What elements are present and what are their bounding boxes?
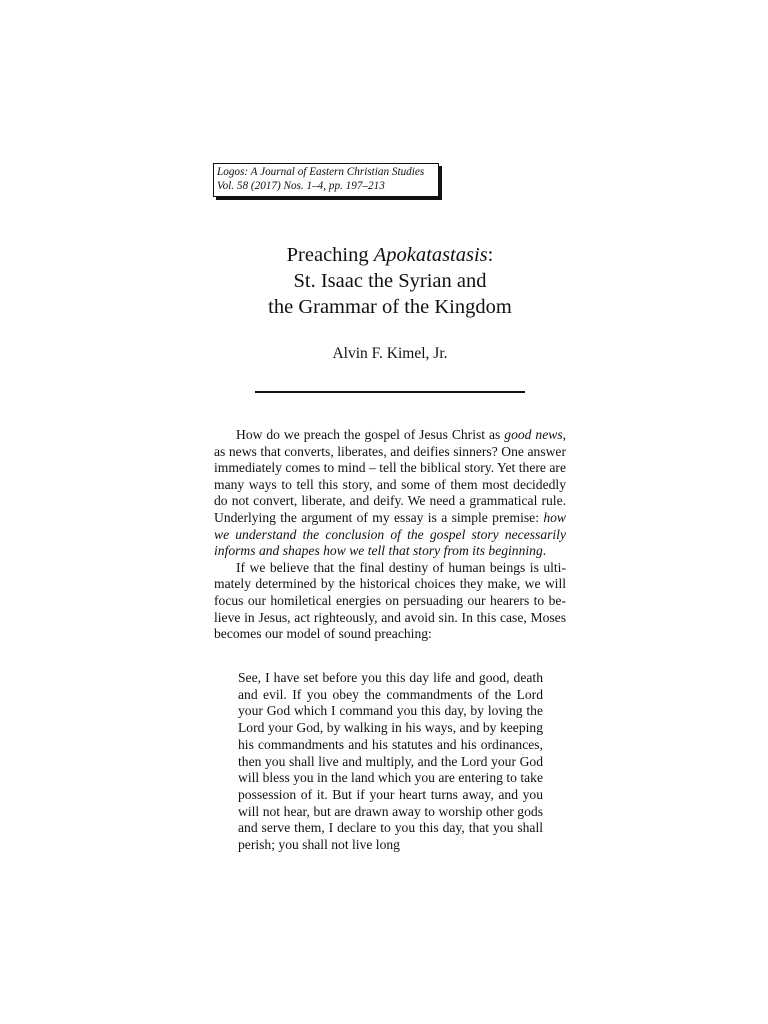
title-line-1 <box>214 242 566 268</box>
title-italic-term: Apokatastasis <box>373 244 488 266</box>
p1-italic-a: good news, <box>504 427 567 442</box>
title-colon: : <box>487 244 494 266</box>
title-prefix: Preaching <box>286 244 374 266</box>
author-name: Alvin F. Kimel, Jr. <box>332 345 448 362</box>
title-divider <box>255 391 525 393</box>
article-title <box>214 242 566 320</box>
quote-text: See, I have set before you this day life and good, death and evil. If you obey the commandments of the Lord your God which I command you this day, by loving the Lord your God, by walking in his ways, and by keeping his commandments and his statutes and his ordinances, then you shall live and multiply, and the Lord your God will bless you in the land which you are entering to take possession of it. But if your heart turns away, and you will not hear, but are drawn away to worship other gods and serve them, I declare to you this day, that you shall perish; you shall not live long <box>238 670 543 853</box>
journal-name: Logos: A Journal of Eastern Christian Studies <box>217 166 425 178</box>
paragraph-1 <box>214 427 566 560</box>
p1-text-c: . <box>542 543 547 559</box>
title-line-3: the Grammar of the Kingdom <box>268 296 512 318</box>
p1-text-a: How do we preach the gospel of Jesus Christ as <box>236 427 505 442</box>
block-quote <box>238 670 543 854</box>
title-line-2: St. Isaac the Syrian and <box>293 270 487 292</box>
journal-volume: Vol. 58 (2017) Nos. 1–4, pp. 197–213 <box>217 180 385 192</box>
p1-text-b: as news that converts, liberates, and deifies sinners? One answer immediately comes to mind – tell the biblical story. Yet there are many ways to tell this story, and some of them most decidedly do not convert, liberate, and deify. We need a grammatical rule. Underlying the argument of my essay is a simple premise: <box>214 443 566 525</box>
article-body <box>214 427 566 643</box>
journal-citation-box <box>213 163 439 197</box>
p1-italic-b: how we understand the conclusion of the gospel story necessarily informs and shapes how we tell that story from its beginning <box>214 509 566 559</box>
paragraph-2: If we believe that the final destiny of human beings is ultimately determined by the historical choices they make, we will focus our homiletical energies on persuading our hearers to believe in Jesus, act righteously, and avoid sin. In this case, Moses becomes our model of sound preaching: <box>214 559 566 642</box>
